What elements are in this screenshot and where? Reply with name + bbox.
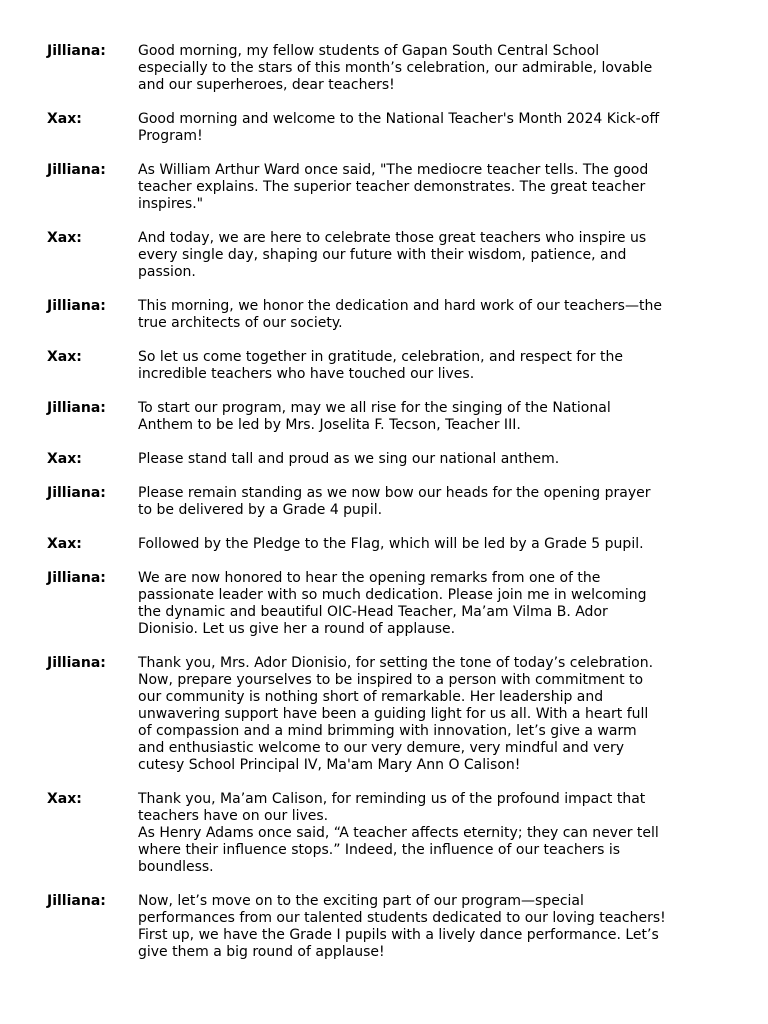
dialogue-entry — [47, 451, 728, 468]
dialogue-text: Good morning and welcome to the National Teacher's Month 2024 Kick-off Program! — [138, 111, 660, 144]
dialogue-text: To start our program, may we all rise for the singing of the National Anthem to be led by Mrs. Joselita F. Tecson, Teacher III. — [138, 400, 611, 433]
speaker-label: Jilliana: — [47, 655, 106, 671]
dialogue-entry — [47, 298, 728, 332]
speaker-label: Xax: — [47, 349, 82, 365]
dialogue-entry — [47, 43, 728, 94]
speaker-label: Jilliana: — [47, 400, 106, 416]
dialogue-text: Please remain standing as we now bow our heads for the opening prayer to be delivered by a Grade 4 pupil. — [138, 485, 651, 518]
speaker-label: Jilliana: — [47, 298, 106, 314]
dialogue-text: Thank you, Mrs. Ador Dionisio, for setting the tone of today’s celebration. Now, prepare yourselves to be inspired to a person with commitment to our community is nothing short of remarkable. Her leadership and unwavering support have been a guiding light for us all. With a heart full of compassion and a mind brimming with innovation, let’s give a warm and enthusiastic welcome to our very demure, very mindful and very cutesy School Principal IV, Ma'am Mary Ann O Calison! — [138, 655, 654, 773]
speaker-label: Jilliana: — [47, 162, 106, 178]
dialogue-entry — [47, 400, 728, 434]
dialogue-text: And today, we are here to celebrate those great teachers who inspire us every single day, shaping our future with their wisdom, patience, and passion. — [138, 230, 647, 280]
dialogue-entry — [47, 162, 728, 213]
dialogue-text: Please stand tall and proud as we sing our national anthem. — [138, 451, 560, 467]
dialogue-entry — [47, 791, 728, 876]
dialogue-entry — [47, 349, 728, 383]
dialogue-text: This morning, we honor the dedication and hard work of our teachers—the true architects of our society. — [138, 298, 662, 331]
dialogue-entry — [47, 536, 728, 553]
dialogue-entry — [47, 230, 728, 281]
dialogue-text: Followed by the Pledge to the Flag, which will be led by a Grade 5 pupil. — [138, 536, 644, 552]
dialogue-entry — [47, 893, 728, 961]
dialogue-entry — [47, 655, 728, 774]
speaker-label: Jilliana: — [47, 485, 106, 501]
dialogue-entry — [47, 111, 728, 145]
speaker-label: Xax: — [47, 536, 82, 552]
speaker-label: Xax: — [47, 451, 82, 467]
dialogue-text: Good morning, my fellow students of Gapan South Central School especially to the stars of this month’s celebration, our admirable, lovable and our superheroes, dear teachers! — [138, 43, 653, 93]
speaker-label: Xax: — [47, 111, 82, 127]
speaker-label: Jilliana: — [47, 43, 106, 59]
speaker-label: Jilliana: — [47, 893, 106, 909]
dialogue-text: As William Arthur Ward once said, "The mediocre teacher tells. The good teacher explains. The superior teacher demonstrates. The great teacher inspires." — [138, 162, 649, 212]
dialogue-text: We are now honored to hear the opening remarks from one of the passionate leader with so much dedication. Please join me in welcoming the dynamic and beautiful OIC-Head Teacher, Ma’am Vilma B. Ador Dionisio. Let us give her a round of applause. — [138, 570, 647, 637]
dialogue-entry — [47, 570, 728, 638]
speaker-label: Xax: — [47, 230, 82, 246]
speaker-label: Xax: — [47, 791, 82, 807]
dialogue-text: Thank you, Ma’am Calison, for reminding us of the profound impact that teachers have on our lives. As Henry Adams once said, “A teacher affects eternity; they can never tell where their influence stops.” Indeed, the influence of our teachers is boundless. — [138, 791, 659, 875]
dialogue-entry — [47, 485, 728, 519]
speaker-label: Jilliana: — [47, 570, 106, 586]
dialogue-text: So let us come together in gratitude, celebration, and respect for the incredible teachers who have touched our lives. — [138, 349, 623, 382]
dialogue-text: Now, let’s move on to the exciting part of our program—special performances from our talented students dedicated to our loving teachers! First up, we have the Grade I pupils with a lively dance performance. Let’s give them a big round of applause! — [138, 893, 666, 960]
